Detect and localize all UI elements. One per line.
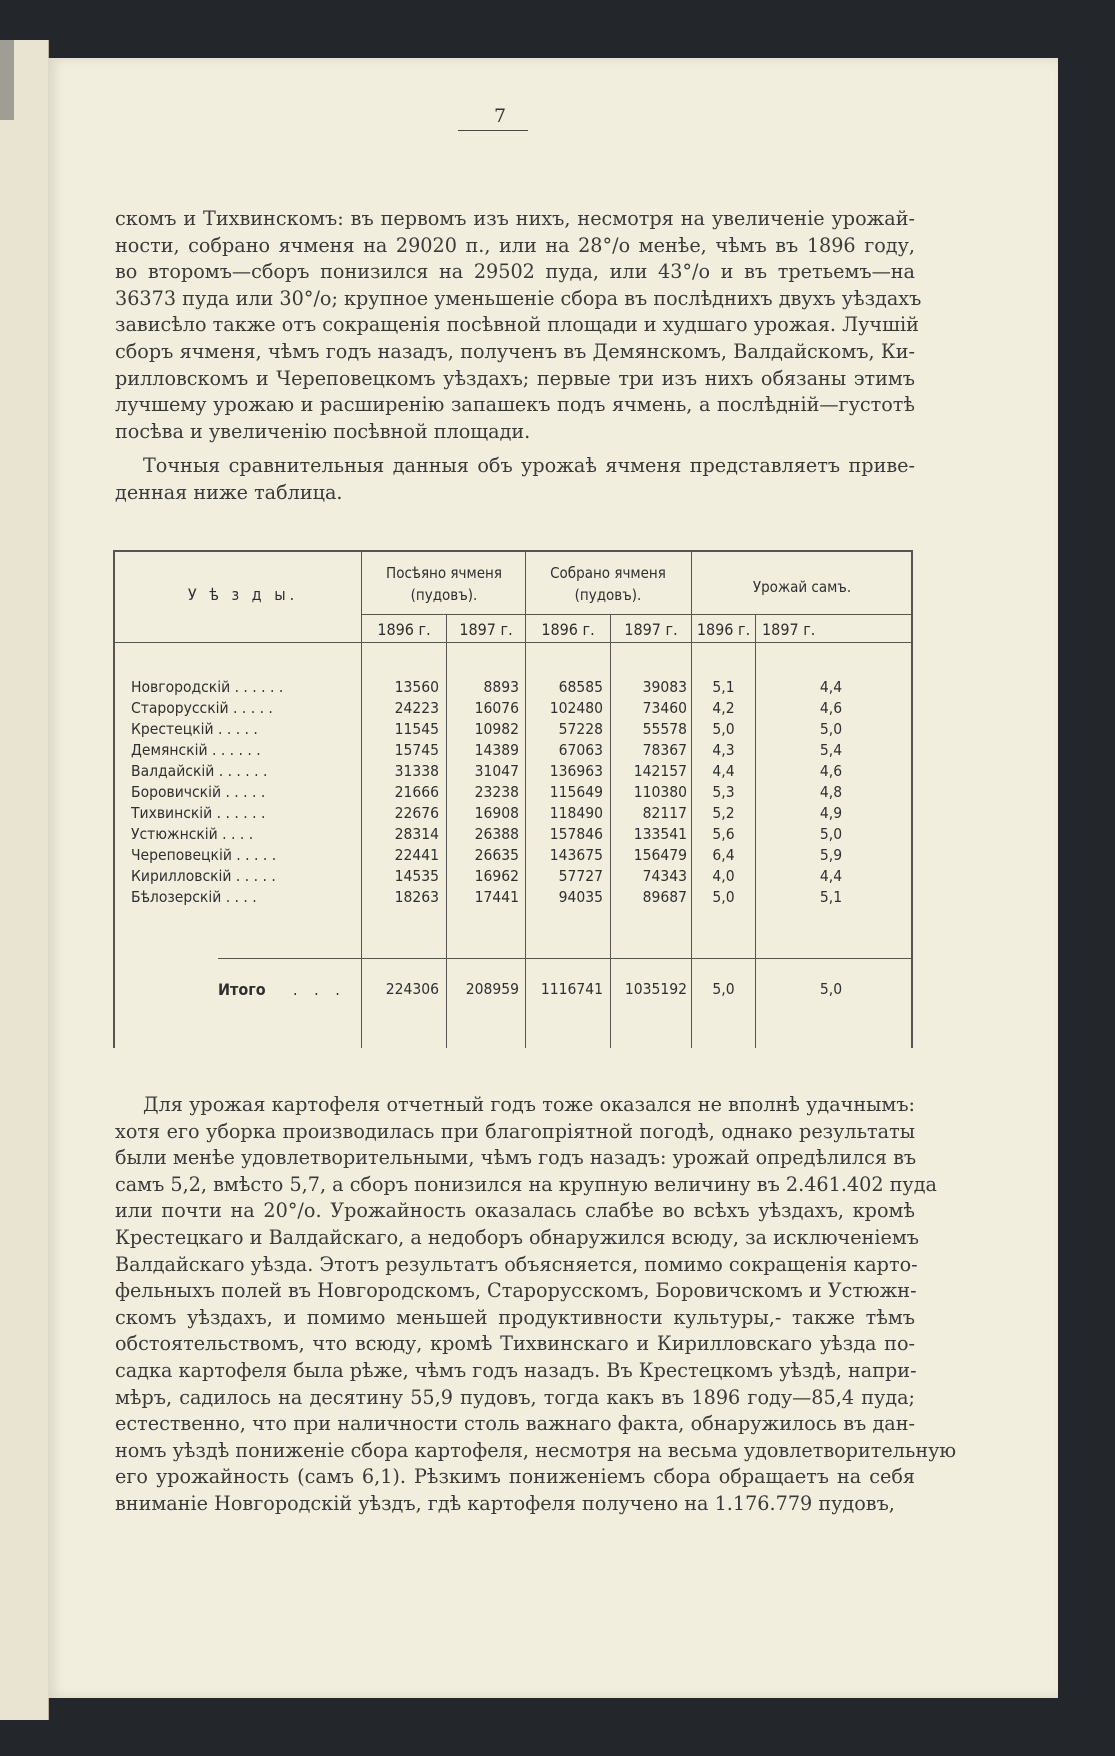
text-line: вниманiе Новгородскiй уѣздъ, гдѣ картофеля получено на 1.176.779 пудовъ,: [115, 1491, 895, 1515]
sown-1896: 24223: [394, 699, 439, 717]
sown-1896: 21666: [394, 783, 439, 801]
total-row: [113, 980, 913, 1001]
district-name: Старорусскiй . . . . .: [131, 699, 273, 717]
yield-1896: 5,2: [712, 804, 735, 822]
collected-1897: 156479: [633, 846, 687, 864]
total-dots: . . .: [293, 980, 346, 999]
text-line: его урожайность (самъ 6,1). Рѣзкимъ пониженiемъ сбора обращаетъ на себя: [115, 1465, 915, 1489]
sown-1896: 31338: [394, 762, 439, 780]
text-line: Валдайскаго уѣзда. Этотъ результатъ объясняется, помимо сокращенiя карто-: [115, 1252, 918, 1276]
sown-1897: 26635: [474, 846, 519, 864]
facing-page-edge: [0, 40, 49, 1720]
yield-1897: 5,4: [819, 741, 843, 759]
collected-1897: 89687: [642, 888, 687, 906]
yield-1897: 5,0: [819, 720, 843, 738]
page-number: 7: [493, 105, 507, 127]
text-line: денная ниже таблица.: [115, 480, 343, 504]
year-1897-sown: 1897 г.: [459, 620, 513, 639]
year-1896-sown: 1896 г.: [377, 620, 431, 639]
text-line: 36373 пуда или 30°/о; крупное уменьшенiе сбора въ послѣднихъ двухъ уѣздахъ: [115, 286, 922, 310]
text-line: сборъ ячменя, чѣмъ годъ назадъ, полученъ въ Демянскомъ, Валдайскомъ, Ки-: [115, 339, 915, 363]
text-line: ности, собрано ячменя на 29020 п., или на 28°/о менѣе, чѣмъ въ 1896 году,: [115, 233, 915, 257]
text-line: посѣва и увеличенiю посѣвной площади.: [115, 419, 531, 443]
text-line: рилловскомъ и Череповецкомъ уѣздахъ; первые три изъ нихъ обязаны этимъ: [115, 366, 915, 390]
collected-1897: 39083: [642, 678, 687, 696]
sown-1896: 22676: [394, 804, 439, 822]
collected-1897: 110380: [633, 783, 687, 801]
barley-table: [113, 550, 913, 1048]
header-bottom-rule: [113, 642, 913, 643]
collected-1897: 55578: [642, 720, 687, 738]
collected-1897: 73460: [642, 699, 687, 717]
yield-1897: 4,6: [819, 699, 843, 717]
text-line: хотя его уборка производилась при благопрiятной погодѣ, однако результаты: [115, 1119, 915, 1143]
sown-1897: 23238: [474, 783, 519, 801]
year-1896-yield: 1896 г.: [696, 620, 751, 639]
table-row: [113, 846, 913, 867]
text-line: Для урожая картофеля отчетный годъ тоже оказался не вполнѣ удачнымъ:: [143, 1093, 915, 1116]
page-number-rule: [458, 130, 528, 131]
paragraph-3: [115, 1092, 957, 1518]
sown-1897: 16962: [474, 867, 519, 885]
collected-1897: 74343: [642, 867, 687, 885]
sown-1896: 28314: [394, 825, 439, 843]
text-line: скомъ и Тихвинскомъ: въ первомъ изъ нихъ, несмотря на увеличенiе урожай-: [115, 207, 915, 230]
yield-1896: 4,4: [712, 762, 735, 780]
table-row: [113, 678, 913, 699]
collected-1896: 157846: [549, 825, 603, 843]
text-line: или почти на 20°/о. Урожайность оказалась слабѣе во всѣхъ уѣздахъ, кромѣ: [115, 1199, 915, 1223]
yield-1897: 5,1: [819, 888, 843, 906]
text-line: Крестецкаго и Валдайскаго, а недоборъ обнаружился всюду, за исключенiемъ: [115, 1225, 919, 1249]
text-line: зависѣло также отъ сокращенiя посѣвной площади и худшаго урожая. Лучшiй: [115, 313, 919, 337]
table-row: [113, 762, 913, 783]
yield-1897: 5,0: [819, 825, 843, 843]
total-sown-1897: 208959: [465, 980, 519, 998]
collected-1897: 78367: [642, 741, 687, 759]
total-label: Итого: [218, 980, 266, 999]
yield-1897: 5,9: [819, 846, 843, 864]
district-name: Кирилловскiй . . . . .: [131, 867, 276, 885]
collected-1896: 68585: [558, 678, 603, 696]
paragraph-2: [115, 453, 915, 506]
text-line: скомъ уѣздахъ, и помимо меньшей продуктивности культуры,- также тѣмъ: [115, 1305, 915, 1329]
sown-1896: 14535: [394, 867, 439, 885]
yield-1897: 4,4: [819, 867, 843, 885]
collected-1896: 136963: [549, 762, 603, 780]
district-name: Валдайскiй . . . . . .: [131, 762, 268, 780]
sown-1897: 31047: [474, 762, 519, 780]
district-name: Устюжнскiй . . . .: [131, 825, 254, 843]
district-name: Новгородскiй . . . . . .: [131, 678, 284, 696]
collected-1896: 94035: [558, 888, 603, 906]
yield-1896: 5,1: [712, 678, 735, 696]
sown-1896: 22441: [394, 846, 439, 864]
header-collected: Собрано ячменя (пудовъ).: [550, 564, 666, 604]
year-1897-yield: 1897 г.: [762, 620, 816, 639]
collected-1896: 57228: [558, 720, 603, 738]
year-1897-collected: 1897 г.: [624, 620, 678, 639]
text-line: во второмъ—сборъ понизился на 29502 пуда, или 43°/о и въ третьемъ—на: [115, 260, 915, 284]
header-sown: Посѣяно ячменя (пудовъ).: [386, 564, 502, 604]
header-yield: Урожай самъ.: [752, 578, 852, 596]
total-collected-1896: 1116741: [540, 980, 603, 998]
table-row: [113, 825, 913, 846]
sown-1897: 26388: [474, 825, 519, 843]
collected-1896: 102480: [549, 699, 603, 717]
collected-1896: 143675: [549, 846, 603, 864]
district-name: Бѣлозерскiй . . . .: [131, 888, 257, 906]
text-line: были менѣе удовлетворительными, чѣмъ годъ назадъ: урожай опредѣлился въ: [115, 1146, 917, 1170]
total-rule: [218, 958, 913, 959]
total-sown-1896: 224306: [385, 980, 439, 998]
sown-1897: 17441: [474, 888, 519, 906]
district-name: Череповецкiй . . . . .: [131, 846, 277, 864]
text-line: мѣръ, садилось на десятину 55,9 пудовъ, тогда какъ въ 1896 году—85,4 пуда;: [115, 1385, 915, 1409]
district-name: Боровичскiй . . . . .: [131, 783, 266, 801]
yield-1896: 4,2: [712, 699, 735, 717]
table-row: [113, 867, 913, 888]
sown-1897: 8893: [483, 678, 519, 696]
sown-1897: 16076: [474, 699, 519, 717]
total-yield-1897: 5,0: [819, 980, 843, 998]
yield-1896: 5,6: [712, 825, 735, 843]
collected-1897: 142157: [633, 762, 687, 780]
total-yield-1896: 5,0: [712, 980, 735, 998]
sown-1896: 18263: [394, 888, 439, 906]
collected-1896: 67063: [558, 741, 603, 759]
yield-1896: 5,0: [712, 888, 735, 906]
text-line: Точныя сравнительныя данныя объ урожаѣ ячменя представляетъ приве-: [143, 454, 915, 477]
table-row: [113, 741, 913, 762]
total-collected-1897: 1035192: [624, 980, 687, 998]
text-line: фельныхъ полей въ Новгородскомъ, Старорусскомъ, Боровичскомъ и Устюжн-: [115, 1279, 917, 1303]
district-name: Крестецкiй . . . . .: [131, 720, 258, 738]
yield-1896: 4,0: [712, 867, 735, 885]
yield-1897: 4,4: [819, 678, 843, 696]
text-line: обстоятельствомъ, что всюду, кромѣ Тихвинскаго и Кирилловскаго уѣзда по-: [115, 1332, 915, 1356]
text-line: садка картофеля была рѣже, чѣмъ годъ назадъ. Въ Крестецкомъ уѣздѣ, напри-: [115, 1358, 917, 1382]
yield-1897: 4,6: [819, 762, 843, 780]
yield-1896: 5,3: [712, 783, 735, 801]
yield-1897: 4,8: [819, 783, 843, 801]
collected-1896: 115649: [549, 783, 603, 801]
table-row: [113, 888, 913, 909]
text-line: естественно, что при наличности столь важнаго факта, обнаружилось въ дан-: [115, 1412, 915, 1436]
district-name: Тихвинскiй . . . . . .: [131, 804, 266, 822]
table-row: [113, 783, 913, 804]
table-row: [113, 804, 913, 825]
collected-1896: 57727: [558, 867, 603, 885]
paragraph-1: [115, 206, 922, 445]
district-name: Демянскiй . . . . . .: [131, 741, 261, 759]
text-line: номъ уѣздѣ пониженiе сбора картофеля, несмотря на весьма удовлетворительную: [115, 1438, 957, 1462]
text-line: лучшему урожаю и расширенiю запашекъ подъ ячмень, а послѣднiй—густотѣ: [115, 393, 915, 417]
yield-1896: 4,3: [712, 741, 735, 759]
sown-1896: 11545: [394, 720, 439, 738]
yield-1896: 6,4: [712, 846, 735, 864]
sown-1897: 16908: [474, 804, 519, 822]
sown-1896: 15745: [394, 741, 439, 759]
year-1896-collected: 1896 г.: [541, 620, 595, 639]
collected-1897: 133541: [633, 825, 687, 843]
sown-1896: 13560: [394, 678, 439, 696]
collected-1896: 118490: [549, 804, 603, 822]
yield-1897: 4,9: [819, 804, 843, 822]
table-row: [113, 720, 913, 741]
header-year-rule: [361, 614, 913, 615]
binding-shadow: [0, 40, 14, 120]
collected-1897: 82117: [642, 804, 687, 822]
sown-1897: 14389: [474, 741, 519, 759]
text-line: самъ 5,2, вмѣсто 5,7, а сборъ понизился на крупную величину въ 2.461.402 пуда: [115, 1172, 937, 1196]
table-top-rule: [113, 550, 913, 552]
yield-1896: 5,0: [712, 720, 735, 738]
sown-1897: 10982: [474, 720, 519, 738]
table-row: [113, 699, 913, 720]
header-district: У ѣ з д ы.: [187, 585, 299, 604]
